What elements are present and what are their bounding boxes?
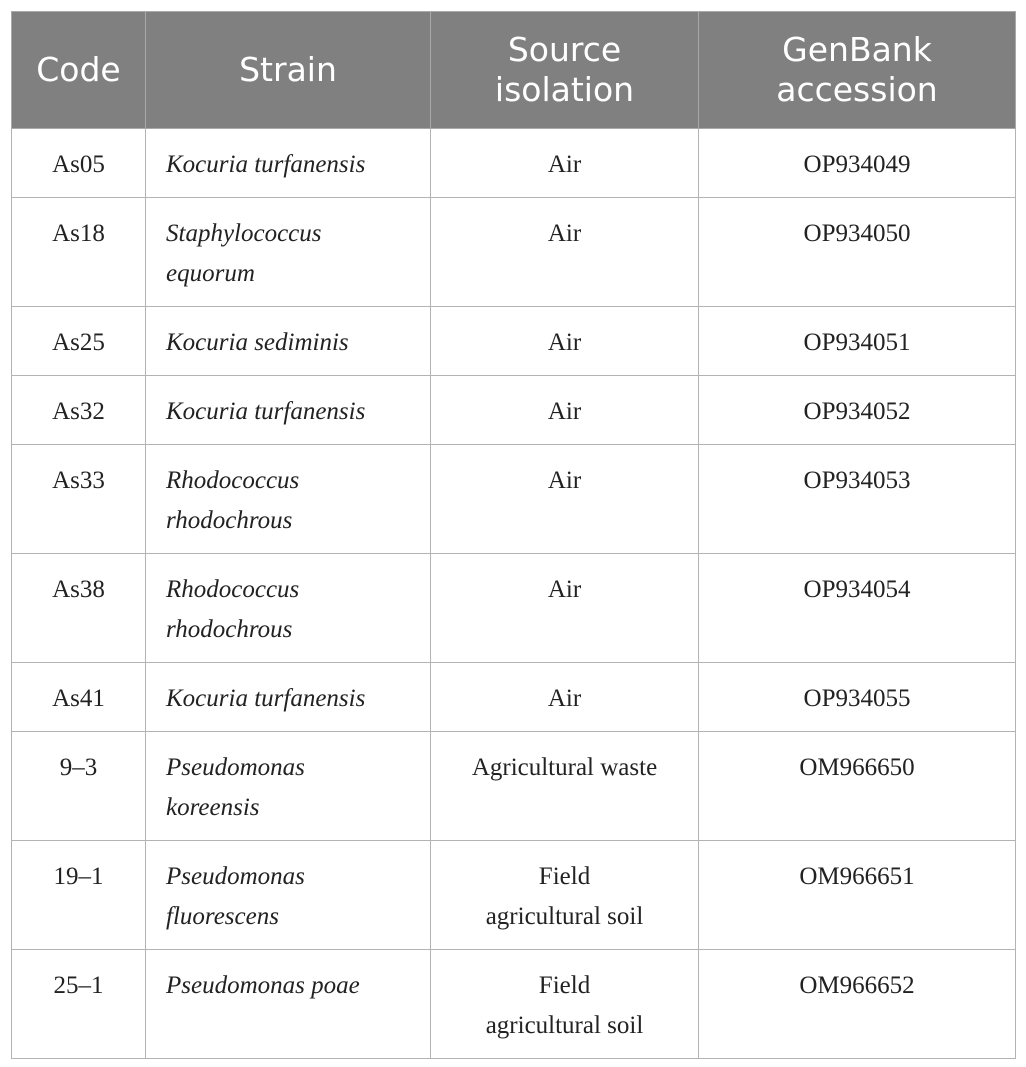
cell-strain xyxy=(146,732,431,841)
strain-table-container xyxy=(11,11,1015,1059)
header-genbank-line2: accession xyxy=(776,70,938,109)
header-source-line1: Source xyxy=(507,30,622,69)
strain-name-line: koreensis xyxy=(166,794,260,821)
cell-strain xyxy=(146,129,431,198)
cell-strain xyxy=(146,554,431,663)
cell-strain xyxy=(146,307,431,376)
cell-genbank-accession: OM966652 xyxy=(699,950,1016,1059)
cell-code: As05 xyxy=(12,129,146,198)
cell-code: As32 xyxy=(12,376,146,445)
table-body xyxy=(12,129,1016,1059)
cell-source-isolation xyxy=(431,554,699,663)
cell-code: As33 xyxy=(12,445,146,554)
cell-source-isolation xyxy=(431,663,699,732)
cell-genbank-accession: OM966651 xyxy=(699,841,1016,950)
strain-table xyxy=(11,11,1016,1059)
header-source-line2: isolation xyxy=(494,70,635,109)
cell-genbank-accession: OP934052 xyxy=(699,376,1016,445)
cell-genbank-accession: OP934053 xyxy=(699,445,1016,554)
cell-source-isolation xyxy=(431,376,699,445)
strain-name-line: Pseudomonas xyxy=(166,754,305,781)
cell-code: 25–1 xyxy=(12,950,146,1059)
source-line: Agricultural waste xyxy=(471,754,658,781)
strain-name-line: equorum xyxy=(166,260,255,287)
cell-code: 19–1 xyxy=(12,841,146,950)
strain-name-line: rhodochrous xyxy=(166,616,293,643)
cell-genbank-accession: OM966650 xyxy=(699,732,1016,841)
cell-source-isolation xyxy=(431,445,699,554)
cell-source-isolation xyxy=(431,307,699,376)
cell-code: As18 xyxy=(12,198,146,307)
cell-genbank-accession: OP934051 xyxy=(699,307,1016,376)
table-row xyxy=(12,554,1016,663)
strain-name-line: Kocuria sediminis xyxy=(166,329,349,356)
table-row xyxy=(12,841,1016,950)
strain-name-line: Rhodococcus xyxy=(166,576,300,603)
source-line: Air xyxy=(547,685,582,712)
cell-strain xyxy=(146,198,431,307)
header-genbank-line1: GenBank xyxy=(782,30,932,69)
cell-strain xyxy=(146,663,431,732)
table-row xyxy=(12,732,1016,841)
header-strain-label: Strain xyxy=(239,50,337,89)
cell-genbank-accession: OP934050 xyxy=(699,198,1016,307)
strain-name-line: Pseudomonas xyxy=(166,863,305,890)
cell-genbank-accession: OP934055 xyxy=(699,663,1016,732)
cell-source-isolation xyxy=(431,198,699,307)
header-source-isolation xyxy=(431,12,699,129)
source-line: Field xyxy=(538,972,591,999)
strain-name-line: Kocuria turfanensis xyxy=(166,151,366,178)
strain-name-line: Rhodococcus xyxy=(166,467,300,494)
strain-name-line: Kocuria turfanensis xyxy=(166,398,366,425)
cell-genbank-accession: OP934054 xyxy=(699,554,1016,663)
header-code xyxy=(12,12,146,129)
header-strain xyxy=(146,12,431,129)
source-line: Air xyxy=(547,329,582,356)
table-row xyxy=(12,663,1016,732)
strain-name-line: Pseudomonas poae xyxy=(166,972,360,999)
header-genbank-accession xyxy=(699,12,1016,129)
source-line: Air xyxy=(547,151,582,178)
table-row xyxy=(12,198,1016,307)
strain-name-line: rhodochrous xyxy=(166,507,293,534)
cell-strain xyxy=(146,841,431,950)
table-row xyxy=(12,307,1016,376)
strain-name-line: Kocuria turfanensis xyxy=(166,685,366,712)
source-line: Field xyxy=(538,863,591,890)
cell-code: 9–3 xyxy=(12,732,146,841)
cell-strain xyxy=(146,376,431,445)
cell-source-isolation xyxy=(431,950,699,1059)
strain-name-line: fluorescens xyxy=(166,903,279,930)
cell-code: As38 xyxy=(12,554,146,663)
source-line: Air xyxy=(547,576,582,603)
table-row xyxy=(12,376,1016,445)
source-line: Air xyxy=(547,467,582,494)
header-code-label: Code xyxy=(36,50,121,89)
cell-genbank-accession: OP934049 xyxy=(699,129,1016,198)
header-row xyxy=(12,12,1016,129)
source-line: agricultural soil xyxy=(485,1012,644,1039)
source-line: Air xyxy=(547,398,582,425)
source-line: agricultural soil xyxy=(485,903,644,930)
cell-source-isolation xyxy=(431,841,699,950)
cell-strain xyxy=(146,445,431,554)
table-row xyxy=(12,445,1016,554)
cell-source-isolation xyxy=(431,732,699,841)
cell-source-isolation xyxy=(431,129,699,198)
cell-code: As25 xyxy=(12,307,146,376)
table-row xyxy=(12,950,1016,1059)
source-line: Air xyxy=(547,220,582,247)
table-row xyxy=(12,129,1016,198)
table-header xyxy=(12,12,1016,129)
cell-code: As41 xyxy=(12,663,146,732)
cell-strain xyxy=(146,950,431,1059)
strain-name-line: Staphylococcus xyxy=(166,220,322,247)
